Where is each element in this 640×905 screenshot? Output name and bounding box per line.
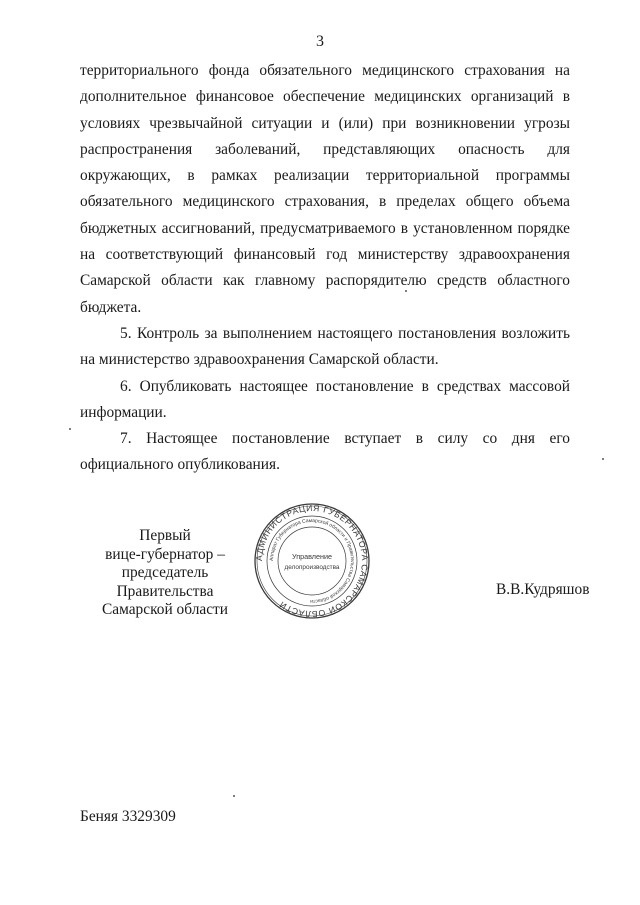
position-line-4: Самарской области — [101, 601, 228, 618]
executor-note: Беняя 3329309 — [80, 808, 176, 825]
document-body — [80, 58, 570, 479]
paragraph-item-6: 6. Опубликовать настоящее постановление в средствах массовой информации. — [80, 377, 570, 421]
scan-speck — [69, 428, 71, 430]
scan-speck — [233, 795, 235, 797]
paragraph-item-7: 7. Настоящее постановление вступает в силу со дня его официального опубликования. — [80, 430, 570, 474]
seal-center-line-2: делопроизводства — [284, 564, 340, 571]
scan-speck — [602, 458, 604, 460]
seal-outer-text: АДМИНИСТРАЦИЯ ГУБЕРНАТОРА САМАРСКОЙ ОБЛАСТИ — [254, 503, 370, 619]
paragraph-item-5: 5. Контроль за выполнением настоящего постановления возложить на министерство здравоохранения Самарской области. — [80, 324, 570, 369]
signer-name: В.В.Кудряшов — [496, 581, 590, 598]
position-line-1: Первый — [139, 527, 191, 544]
seal-inner-text: Аппарат Губернатора Самарской области и Правительства Самарской области — [268, 517, 356, 605]
scan-speck — [405, 290, 407, 292]
seal-center-line-1: Управление — [292, 552, 332, 561]
paragraph-continuation: территориального фонда обязательного медицинского страхования на дополнительное финансовое обеспечение медицинских организаций в условиях чрезвычайной ситуации и (или) при возникновении угрозы распространения заболеваний, представляющих опасность для окружающих, в рамках реализации территориальной программы обязательного медицинского страхования, в пределах общего объема бюджетных ассигнований, предусматриваемого в установленном порядке на соответствующий финансовый год министерству здравоохранения Самарской области как главному распорядителю средств областного бюджета. — [80, 62, 570, 316]
page-number: 3 — [316, 33, 324, 50]
position-line-3: председатель Правительства — [116, 564, 214, 600]
signatory-position — [80, 527, 250, 620]
position-line-2: вице-губернатор – — [105, 545, 225, 563]
official-seal — [254, 503, 370, 619]
